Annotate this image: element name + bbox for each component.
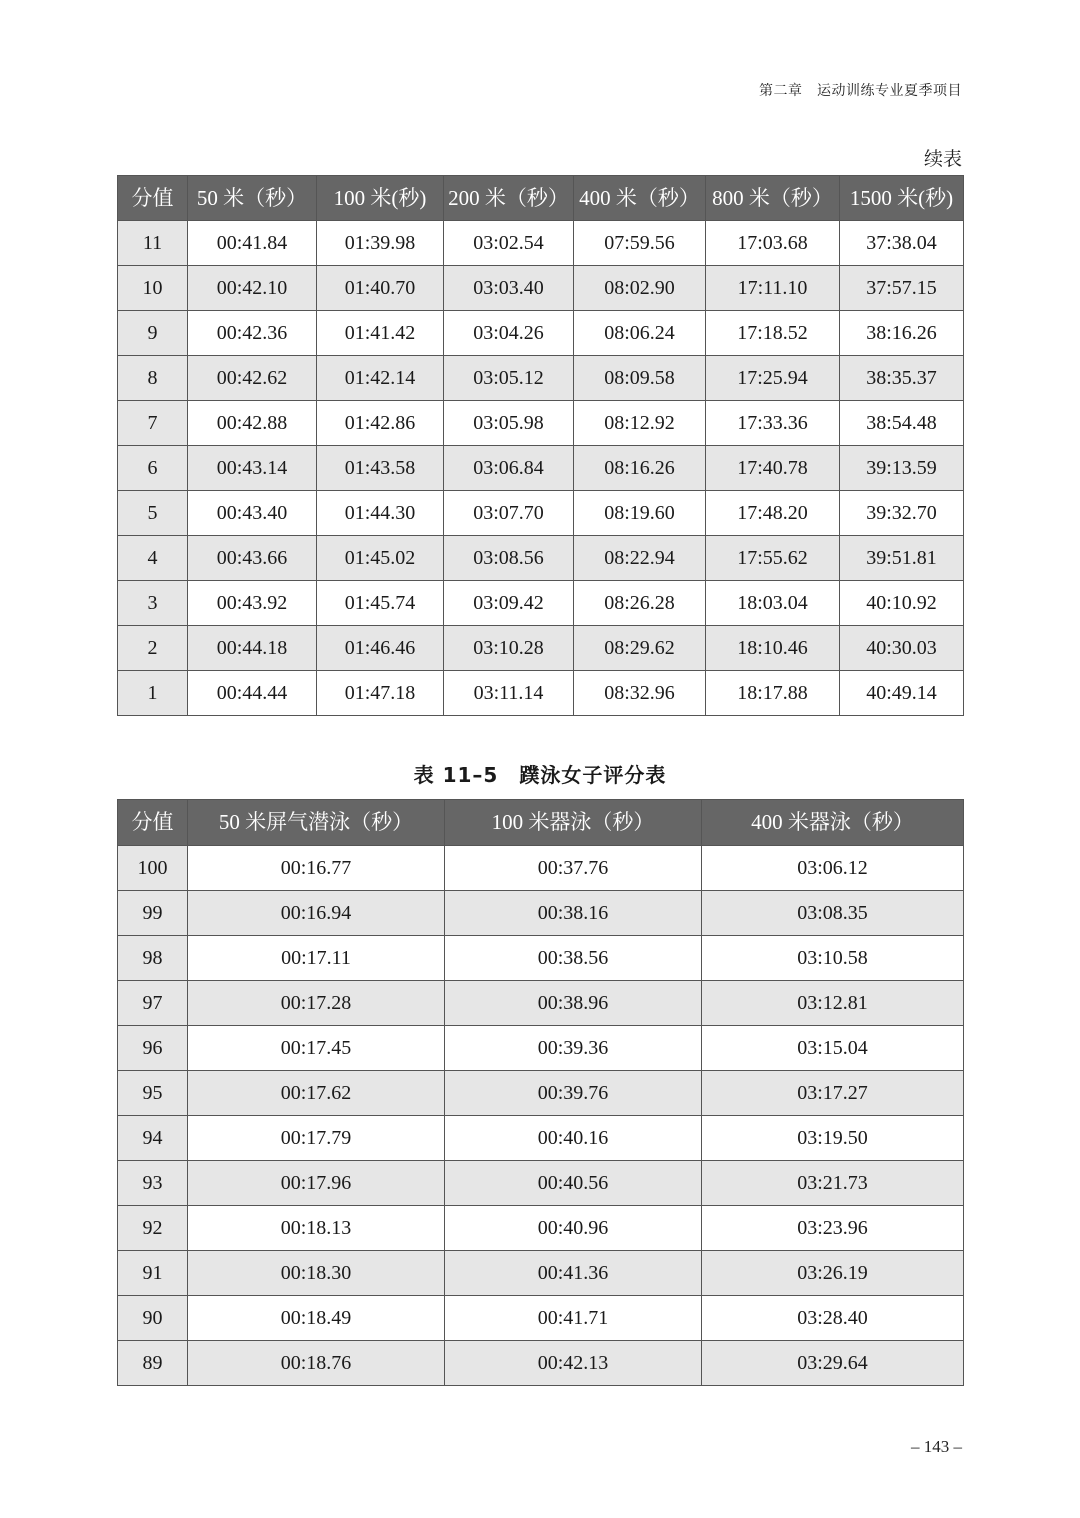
time-cell: 00:17.79 (188, 1116, 445, 1161)
time-cell: 00:41.71 (445, 1296, 702, 1341)
time-cell: 00:43.14 (188, 446, 317, 491)
time-cell: 00:43.66 (188, 536, 317, 581)
score-cell: 94 (118, 1116, 188, 1161)
time-cell: 17:55.62 (706, 536, 840, 581)
time-cell: 00:18.13 (188, 1206, 445, 1251)
column-header: 1500 米(秒) (840, 176, 964, 221)
score-cell: 98 (118, 936, 188, 981)
time-cell: 03:10.28 (444, 626, 574, 671)
time-cell: 00:39.76 (445, 1071, 702, 1116)
table-row (118, 671, 964, 716)
time-cell: 00:42.62 (188, 356, 317, 401)
score-cell: 96 (118, 1026, 188, 1071)
time-cell: 03:29.64 (702, 1341, 964, 1386)
score-cell: 97 (118, 981, 188, 1026)
time-cell: 00:38.56 (445, 936, 702, 981)
time-cell: 38:16.26 (840, 311, 964, 356)
time-cell: 17:25.94 (706, 356, 840, 401)
time-cell: 18:17.88 (706, 671, 840, 716)
time-cell: 00:40.56 (445, 1161, 702, 1206)
time-cell: 03:21.73 (702, 1161, 964, 1206)
time-cell: 03:09.42 (444, 581, 574, 626)
time-cell: 00:17.45 (188, 1026, 445, 1071)
time-cell: 00:39.36 (445, 1026, 702, 1071)
time-cell: 00:41.36 (445, 1251, 702, 1296)
time-cell: 08:16.26 (574, 446, 706, 491)
time-cell: 00:18.49 (188, 1296, 445, 1341)
time-cell: 01:45.02 (317, 536, 444, 581)
time-cell: 38:35.37 (840, 356, 964, 401)
time-cell: 00:17.96 (188, 1161, 445, 1206)
score-cell: 9 (118, 311, 188, 356)
time-cell: 03:05.12 (444, 356, 574, 401)
score-cell: 1 (118, 671, 188, 716)
time-cell: 01:39.98 (317, 221, 444, 266)
table-header-row (118, 800, 964, 846)
column-header: 分值 (118, 800, 188, 846)
table-row (118, 846, 964, 891)
time-cell: 07:59.56 (574, 221, 706, 266)
time-cell: 00:43.92 (188, 581, 317, 626)
column-header: 100 米(秒) (317, 176, 444, 221)
score-table-finswimming-women (117, 799, 964, 1386)
time-cell: 01:47.18 (317, 671, 444, 716)
time-cell: 00:18.76 (188, 1341, 445, 1386)
time-cell: 38:54.48 (840, 401, 964, 446)
time-cell: 03:10.58 (702, 936, 964, 981)
time-cell: 00:37.76 (445, 846, 702, 891)
time-cell: 00:16.94 (188, 891, 445, 936)
score-cell: 5 (118, 491, 188, 536)
time-cell: 00:40.96 (445, 1206, 702, 1251)
table-row (118, 536, 964, 581)
table-row (118, 891, 964, 936)
time-cell: 01:41.42 (317, 311, 444, 356)
column-header: 400 米（秒） (574, 176, 706, 221)
time-cell: 08:26.28 (574, 581, 706, 626)
time-cell: 01:42.86 (317, 401, 444, 446)
table-row (118, 1206, 964, 1251)
time-cell: 03:08.56 (444, 536, 574, 581)
table-row (118, 981, 964, 1026)
time-cell: 18:03.04 (706, 581, 840, 626)
score-cell: 93 (118, 1161, 188, 1206)
time-cell: 00:38.96 (445, 981, 702, 1026)
time-cell: 03:11.14 (444, 671, 574, 716)
column-header: 200 米（秒） (444, 176, 574, 221)
time-cell: 39:51.81 (840, 536, 964, 581)
continued-label: 续表 (923, 149, 962, 170)
table-row (118, 936, 964, 981)
table-row (118, 626, 964, 671)
score-table-continued (117, 175, 964, 716)
score-cell: 91 (118, 1251, 188, 1296)
time-cell: 01:43.58 (317, 446, 444, 491)
score-cell: 7 (118, 401, 188, 446)
time-cell: 37:57.15 (840, 266, 964, 311)
time-cell: 03:23.96 (702, 1206, 964, 1251)
column-header: 800 米（秒） (706, 176, 840, 221)
score-cell: 4 (118, 536, 188, 581)
score-cell: 89 (118, 1341, 188, 1386)
time-cell: 01:46.46 (317, 626, 444, 671)
time-cell: 00:43.40 (188, 491, 317, 536)
time-cell: 00:42.10 (188, 266, 317, 311)
time-cell: 40:10.92 (840, 581, 964, 626)
table-row (118, 1251, 964, 1296)
score-cell: 95 (118, 1071, 188, 1116)
time-cell: 00:18.30 (188, 1251, 445, 1296)
time-cell: 00:16.77 (188, 846, 445, 891)
time-cell: 08:32.96 (574, 671, 706, 716)
time-cell: 17:33.36 (706, 401, 840, 446)
time-cell: 40:30.03 (840, 626, 964, 671)
time-cell: 00:40.16 (445, 1116, 702, 1161)
time-cell: 00:41.84 (188, 221, 317, 266)
time-cell: 18:10.46 (706, 626, 840, 671)
table-row (118, 1116, 964, 1161)
score-cell: 92 (118, 1206, 188, 1251)
time-cell: 03:04.26 (444, 311, 574, 356)
table-row (118, 581, 964, 626)
time-cell: 00:17.28 (188, 981, 445, 1026)
time-cell: 01:42.14 (317, 356, 444, 401)
score-cell: 3 (118, 581, 188, 626)
table-row (118, 311, 964, 356)
table-row (118, 446, 964, 491)
column-header: 50 米（秒） (188, 176, 317, 221)
time-cell: 17:48.20 (706, 491, 840, 536)
table-row (118, 1161, 964, 1206)
table-row (118, 221, 964, 266)
running-head: 第二章 运动训练专业夏季项目 (759, 84, 962, 99)
table-caption: 表 11–5 蹼泳女子评分表 (413, 763, 667, 787)
time-cell: 00:44.18 (188, 626, 317, 671)
score-cell: 90 (118, 1296, 188, 1341)
time-cell: 00:42.36 (188, 311, 317, 356)
time-cell: 03:17.27 (702, 1071, 964, 1116)
time-cell: 01:45.74 (317, 581, 444, 626)
time-cell: 08:22.94 (574, 536, 706, 581)
time-cell: 08:09.58 (574, 356, 706, 401)
page-number: – 143 – (911, 1437, 962, 1456)
table-row (118, 1026, 964, 1071)
time-cell: 39:32.70 (840, 491, 964, 536)
time-cell: 40:49.14 (840, 671, 964, 716)
time-cell: 17:18.52 (706, 311, 840, 356)
time-cell: 08:06.24 (574, 311, 706, 356)
time-cell: 08:19.60 (574, 491, 706, 536)
score-cell: 8 (118, 356, 188, 401)
table-header-row (118, 176, 964, 221)
score-cell: 100 (118, 846, 188, 891)
time-cell: 00:38.16 (445, 891, 702, 936)
column-header: 50 米屏气潜泳（秒） (188, 800, 445, 846)
score-cell: 10 (118, 266, 188, 311)
time-cell: 37:38.04 (840, 221, 964, 266)
score-cell: 6 (118, 446, 188, 491)
table-row (118, 266, 964, 311)
table-row (118, 1341, 964, 1386)
table-row (118, 491, 964, 536)
time-cell: 08:12.92 (574, 401, 706, 446)
time-cell: 00:17.62 (188, 1071, 445, 1116)
time-cell: 03:06.84 (444, 446, 574, 491)
score-cell: 99 (118, 891, 188, 936)
time-cell: 03:19.50 (702, 1116, 964, 1161)
column-header: 400 米器泳（秒） (702, 800, 964, 846)
column-header: 分值 (118, 176, 188, 221)
time-cell: 03:15.04 (702, 1026, 964, 1071)
time-cell: 00:17.11 (188, 936, 445, 981)
time-cell: 01:40.70 (317, 266, 444, 311)
time-cell: 03:12.81 (702, 981, 964, 1026)
time-cell: 00:42.13 (445, 1341, 702, 1386)
time-cell: 17:11.10 (706, 266, 840, 311)
table-row (118, 356, 964, 401)
time-cell: 03:03.40 (444, 266, 574, 311)
time-cell: 03:02.54 (444, 221, 574, 266)
time-cell: 17:40.78 (706, 446, 840, 491)
time-cell: 08:02.90 (574, 266, 706, 311)
time-cell: 00:44.44 (188, 671, 317, 716)
table-row (118, 1071, 964, 1116)
column-header: 100 米器泳（秒） (445, 800, 702, 846)
table-row (118, 1296, 964, 1341)
time-cell: 39:13.59 (840, 446, 964, 491)
time-cell: 00:42.88 (188, 401, 317, 446)
time-cell: 03:08.35 (702, 891, 964, 936)
time-cell: 17:03.68 (706, 221, 840, 266)
time-cell: 08:29.62 (574, 626, 706, 671)
score-cell: 11 (118, 221, 188, 266)
time-cell: 03:28.40 (702, 1296, 964, 1341)
time-cell: 03:07.70 (444, 491, 574, 536)
time-cell: 03:05.98 (444, 401, 574, 446)
time-cell: 03:06.12 (702, 846, 964, 891)
time-cell: 01:44.30 (317, 491, 444, 536)
time-cell: 03:26.19 (702, 1251, 964, 1296)
score-cell: 2 (118, 626, 188, 671)
table-row (118, 401, 964, 446)
